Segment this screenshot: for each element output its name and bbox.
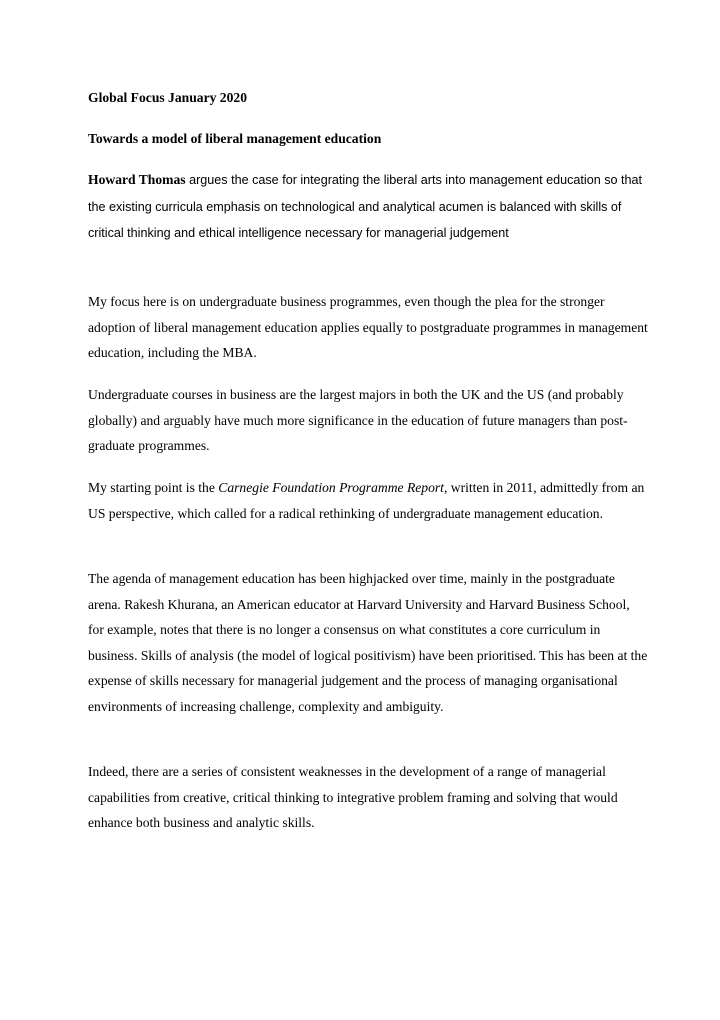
body-paragraph-5: Indeed, there are a series of consistent weaknesses in the development of a range of managerial capabilities from creative, critical thinking to integrative problem framing and solving that would enhance both business and analytic skills. <box>88 764 618 830</box>
body-paragraph-2: Undergraduate courses in business are the largest majors in both the UK and the US (and probably globally) and arguably have much more significance in the education of future managers than post-graduate programmes. <box>88 387 628 453</box>
standfirst <box>88 167 648 247</box>
publication-line: Global Focus January 2020 <box>88 90 247 105</box>
standfirst-summary: argues the case for integrating the liberal arts into management education so that the existing curricula emphasis on technological and analytical acumen is balanced with skills of critical thinking and ethical intelligence necessary for managerial judgement <box>88 173 643 240</box>
body-paragraph-1: My focus here is on undergraduate business programmes, even though the plea for the stronger adoption of liberal management education applies equally to postgraduate programmes in management education, including the MBA. <box>88 294 648 360</box>
body-paragraph-3 <box>88 475 648 526</box>
body-paragraph-4: The agenda of management education has been highjacked over time, mainly in the postgraduate arena. Rakesh Khurana, an American educator at Harvard University and Harvard Business School, for example, notes that there is no longer a consensus on what constitutes a core curriculum in business. Skills of analysis (the model of logical positivism) have been prioritised. This has been at the expense of skills necessary for managerial judgement and the process of managing organisational environments of increasing challenge, complexity and ambiguity. <box>88 571 648 714</box>
report-title: Carnegie Foundation Programme Report <box>218 480 444 495</box>
paragraph-3-lead: My starting point is the <box>88 480 219 495</box>
article-title: Towards a model of liberal management education <box>88 131 382 146</box>
paragraph-3-rest: , written in 2011, admittedly from an US perspective, which called for a radical rethinking of undergraduate management education. <box>88 480 645 521</box>
author-name: Howard Thomas <box>88 172 186 187</box>
